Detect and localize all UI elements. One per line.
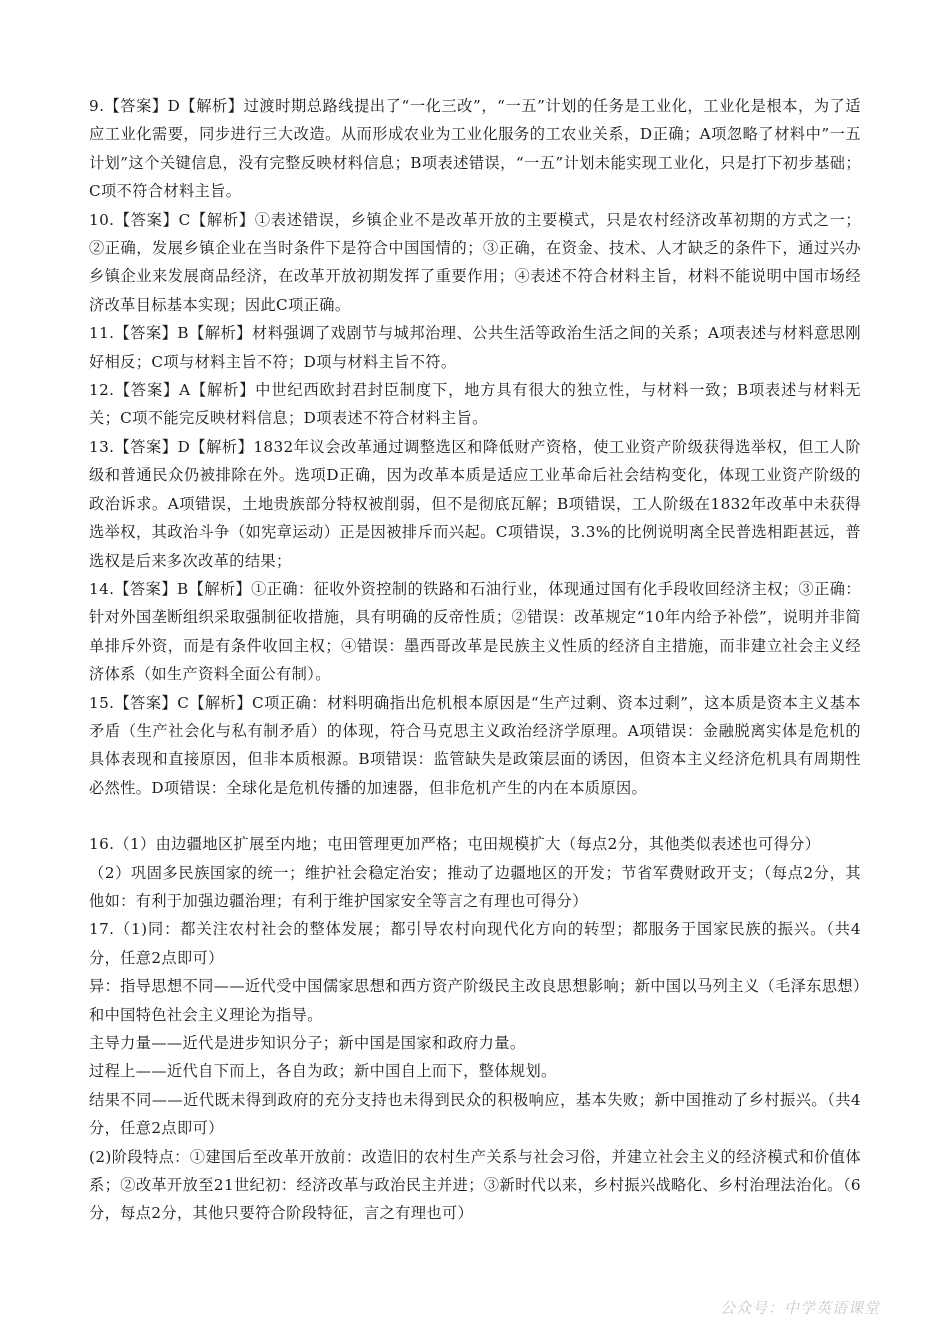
- section-gap: [89, 802, 861, 830]
- answer-16-part1: 16.（1）由边疆地区扩展至内地；屯田管理更加严格；屯田规模扩大（每点2分，其他类似表述也可得分）: [89, 835, 821, 854]
- answer-content: [89, 92, 861, 1228]
- answer-17-diff-ideology: 异：指导思想不同——近代受中国儒家思想和西方资产阶级民主改良思想影响；新中国以马列主义（毛泽东思想）和中国特色社会主义理论为指导。: [89, 977, 861, 1024]
- answer-17-diff-result: 结果不同——近代既未得到政府的充分支持也未得到民众的积极响应，基本失败；新中国推动了乡村振兴。（共4分，任意2点即可）: [89, 1090, 861, 1138]
- answer-17-same: 17.（1)同：都关注农村社会的整体发展；都引导农村向现代化方向的转型；都服务于国家民族的振兴。（共4分，任意2点即可）: [89, 920, 861, 967]
- answer-13: 13.【答案】D【解析】1832年议会改革通过调整选区和降低财产资格，使工业资产阶级获得选举权，但工人阶级和普通民众仍被排除在外。选项D正确，因为改革本质是适应工业革命后社会结构变化，体现工业资产阶级的政治诉求。A项错误，土地贵族部分特权被削弱，但不是彻底瓦解；B项错误，工人阶级在1832年改革中未获得选举权，其政治斗争（如宪章运动）正是因被排斥而兴起。C项错误，3.3%的比例说明离全民普选相距甚远，普选权是后来多次改革的结果；: [89, 437, 861, 570]
- answer-16-part2: （2）巩固多民族国家的统一；维护社会稳定治安；推动了边疆地区的开发；节省军费财政开支；（每点2分，其他如：有利于加强边疆治理；有利于维护国家安全等言之有理也可得分）: [89, 863, 861, 910]
- answer-11: 11.【答案】B【解析】材料强调了戏剧节与城邦治理、公共生活等政治生活之间的关系；A项表述与材料意思刚好相反；C项与材料主旨不符；D项与材料主旨不符。: [89, 324, 861, 371]
- answer-10: 10.【答案】C【解析】①表述错误，乡镇企业不是改革开放的主要模式，只是农村经济改革初期的方式之一； ②正确，发展乡镇企业在当时条件下是符合中国国情的；③正确，在资金、技术、人才缺乏的条件下，通过兴办乡镇企业来发展商品经济，在改革开放初期发挥了重要作用；④表述不符合材料主旨，材料不能说明中国市场经济改革目标基本实现；因此C项正确。: [89, 210, 861, 314]
- answer-9: 9.【答案】D【解析】过渡时期总路线提出了“一化三改”，“一五”计划的任务是工业化，工业化是根本，为了适应工业化需要，同步进行三大改造。从而形成农业为工业化服务的工农业关系，D正确；A项忽略了材料中”一五计划”这个关键信息，没有完整反映材料信息；B项表述错误，“一五”计划未能实现工业化，只是打下初步基础；C项不符合材料主旨。: [89, 97, 861, 201]
- answer-17-diff-process: 过程上——近代自下而上，各自为政；新中国自上而下，整体规划。: [89, 1062, 557, 1081]
- answer-14: 14.【答案】B【解析】①正确：征收外资控制的铁路和石油行业，体现通过国有化手段收回经济主权；③正确：针对外国垄断组织采取强制征收措施，具有明确的反帝性质；②错误：改革规定“10年内给予补偿”，说明并非简单排斥外资，而是有条件收回主权；④错误：墨西哥改革是民族主义性质的经济自主措施，而非建立社会主义经济体系（如生产资料全面公有制）。: [89, 579, 861, 684]
- answer-17-part2: (2)阶段特点：①建国后至改革开放前：改造旧的农村生产关系与社会习俗，并建立社会主义的经济模式和价值体系；②改革开放至21世纪初：经济改革与政治民主并进；③新时代以来，乡村振兴战略化、乡村治理法治化。（6分，每点2分，其他只要符合阶段特征，言之有理也可）: [89, 1147, 861, 1223]
- answer-12: 12.【答案】A【解析】中世纪西欧封君封臣制度下，地方具有很大的独立性，与材料一致；B项表述与材料无关；C项不能完反映材料信息；D项表述不符合材料主旨。: [89, 381, 861, 428]
- answer-15: 15.【答案】C【解析】C项正确：材料明确指出危机根本原因是“生产过剩、资本过剩”，这本质是资本主义基本矛盾（生产社会化与私有制矛盾）的体现，符合马克思主义政治经济学原理。A项错误：金融脱离实体是危机的具体表现和直接原因，但非本质根源。B项错误：监管缺失是政策层面的诱因，但资本主义经济危机具有周期性必然性。D项错误：全球化是危机传播的加速器，但非危机产生的内在本质原因。: [89, 693, 861, 797]
- watermark: 公众号：中学英语课堂: [719, 1299, 880, 1317]
- answer-17-diff-force: 主导力量——近代是进步知识分子；新中国是国家和政府力量。: [89, 1034, 526, 1052]
